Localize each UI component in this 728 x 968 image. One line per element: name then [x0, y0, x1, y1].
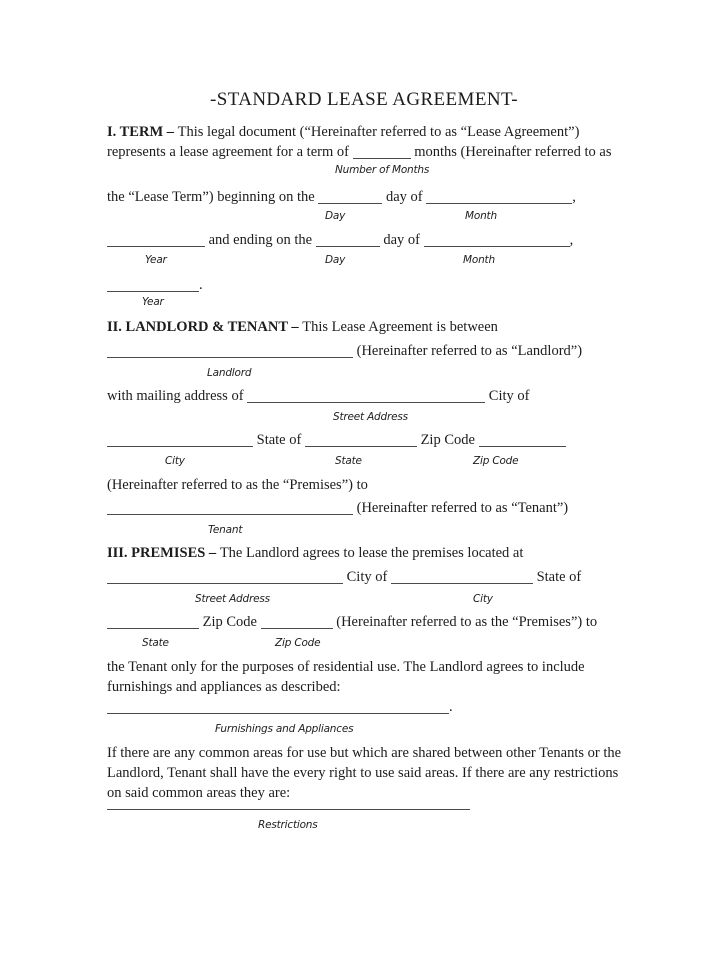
label-row	[107, 254, 641, 268]
section-heading: II. LANDLORD & TENANT –	[107, 319, 303, 335]
text-segment: State of	[253, 432, 305, 448]
form-line	[107, 658, 585, 676]
text-segment: on said common areas they are:	[107, 785, 291, 801]
field-label: Year	[145, 254, 167, 266]
end-month-field[interactable]	[424, 234, 570, 247]
landlord-city-field[interactable]	[107, 434, 253, 447]
field-label: Month	[463, 254, 495, 266]
form-line	[107, 276, 203, 294]
text-segment: represents a lease agreement for a term of	[107, 144, 353, 160]
text-segment: State of	[532, 569, 582, 585]
text-segment: The Landlord agrees to lease the premises located at	[219, 545, 524, 561]
label-row	[107, 210, 641, 224]
premises-state-field[interactable]	[107, 616, 199, 629]
field-label: Day	[325, 210, 346, 222]
field-label: Year	[142, 296, 164, 308]
form-line	[107, 744, 621, 762]
landlord-zip-field[interactable]	[479, 434, 566, 447]
document-title: -STANDARD LEASE AGREEMENT-	[210, 89, 518, 110]
form-line	[107, 431, 566, 449]
start-year-field[interactable]	[107, 234, 205, 247]
text-segment: (Hereinafter referred to as the “Premises”) to	[107, 477, 368, 493]
landlord-name-field[interactable]	[107, 345, 353, 358]
label-row	[107, 637, 641, 651]
form-line	[107, 678, 341, 696]
field-label: Zip Code	[275, 637, 321, 649]
premises-zip-field[interactable]	[261, 616, 333, 629]
field-label: Zip Code	[473, 455, 519, 467]
text-segment: This Lease Agreement is between	[302, 319, 498, 335]
form-line	[107, 123, 579, 141]
form-line	[107, 143, 611, 161]
form-line	[107, 387, 529, 405]
restrictions-field[interactable]	[107, 797, 470, 810]
tenant-name-field[interactable]	[107, 502, 353, 515]
landlord-state-field[interactable]	[305, 434, 417, 447]
text-segment: ,	[572, 189, 576, 205]
section-heading: III. PREMISES –	[107, 545, 220, 561]
text-segment: City of	[343, 569, 391, 585]
form-line	[107, 568, 581, 586]
section-heading: I. TERM –	[107, 124, 178, 140]
number-of-months-field[interactable]	[353, 146, 411, 159]
text-segment: .	[449, 699, 453, 715]
label-row	[107, 411, 641, 425]
text-segment: City of	[485, 388, 530, 404]
field-label: City	[165, 455, 185, 467]
form-line	[107, 544, 523, 562]
field-label: Restrictions	[258, 819, 318, 831]
label-row	[107, 296, 641, 310]
field-label: State	[142, 637, 169, 649]
field-label: Tenant	[208, 524, 243, 536]
text-segment: the Tenant only for the purposes of residential use. The Landlord agrees to include	[107, 659, 585, 675]
premises-city-field[interactable]	[391, 571, 533, 584]
form-line	[107, 698, 453, 716]
start-month-field[interactable]	[426, 191, 572, 204]
field-label: City	[473, 593, 493, 605]
text-segment: If there are any common areas for use but which are shared between other Tenants or the	[107, 745, 622, 761]
premises-street-address-field[interactable]	[107, 571, 343, 584]
landlord-street-address-field[interactable]	[247, 390, 485, 403]
label-row	[107, 455, 641, 469]
label-row	[107, 593, 641, 607]
text-segment: day of	[379, 232, 424, 248]
text-segment: the “Lease Term”) beginning on the	[107, 189, 319, 205]
text-segment: Zip Code	[199, 614, 261, 630]
label-row	[107, 723, 641, 737]
form-line	[107, 231, 573, 249]
label-row	[107, 367, 641, 381]
text-segment: (Hereinafter referred to as “Tenant”)	[353, 500, 569, 516]
text-segment: day of	[382, 189, 427, 205]
text-segment: (Hereinafter referred to as “Landlord”)	[353, 343, 583, 359]
form-line	[107, 499, 568, 517]
field-label: Number of Months	[335, 164, 430, 176]
form-line	[107, 476, 368, 494]
form-line	[107, 764, 618, 782]
text-segment: Zip Code	[416, 432, 479, 448]
field-label: Day	[325, 254, 346, 266]
form-line	[107, 794, 470, 812]
field-label: Month	[465, 210, 497, 222]
text-segment: months (Hereinafter referred to as	[410, 144, 612, 160]
text-segment: furnishings and appliances as described:	[107, 679, 341, 695]
text-segment: ,	[569, 232, 574, 248]
end-year-field[interactable]	[107, 279, 199, 292]
form-line	[107, 613, 597, 631]
end-day-field[interactable]	[316, 234, 380, 247]
text-segment: with mailing address of	[107, 388, 248, 404]
form-line	[107, 342, 582, 360]
form-line	[107, 318, 498, 336]
text-segment: and ending on the	[205, 232, 316, 248]
furnishings-field[interactable]	[107, 701, 449, 714]
field-label: Street Address	[195, 593, 270, 605]
text-segment: This legal document (“Hereinafter referred to as “Lease Agreement”)	[177, 124, 580, 140]
field-label: Street Address	[333, 411, 408, 423]
field-label: Landlord	[207, 367, 252, 379]
text-segment: Landlord, Tenant shall have the every right to use said areas. If there are any restrictions	[107, 765, 619, 781]
field-label: State	[335, 455, 362, 467]
label-row	[107, 524, 641, 538]
start-day-field[interactable]	[318, 191, 382, 204]
label-row	[107, 819, 641, 833]
label-row	[107, 164, 641, 178]
form-line	[107, 188, 576, 206]
field-label: Furnishings and Appliances	[215, 723, 354, 735]
text-segment: (Hereinafter referred to as the “Premises”) to	[332, 614, 598, 630]
text-segment: .	[199, 277, 203, 293]
